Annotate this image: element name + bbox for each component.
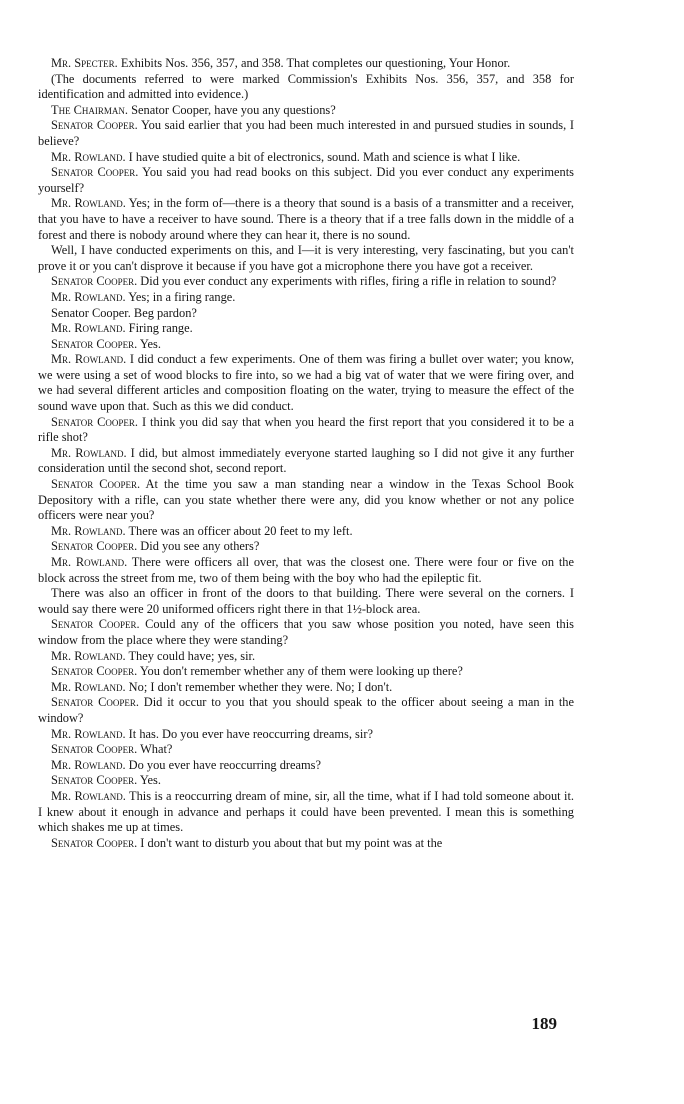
speaker-name: Senator Cooper. [51, 695, 139, 710]
paragraph-text: I did conduct a few experiments. One of them was firing a bullet over water; you know, we were using a set of wood blocks to fire into, so we had a big vat of water that we were firing over, and we had several different articles and composition floating on the water, trying to measure the effect of the sound wave upon that. Such as this we did conduct. [38, 352, 574, 414]
speaker-name: Mr. Rowland. [51, 788, 126, 803]
paragraph-text: There was also an officer in front of the doors to that building. There were several on the corners. I would say there were 20 uniformed officers right there in that 1½-block area. [38, 586, 574, 616]
paragraph-text: No; I don't remember whether they were. No; I don't. [125, 679, 393, 694]
testimony-paragraph [38, 337, 574, 353]
testimony-paragraph [38, 836, 574, 852]
paragraph-text: I don't want to disturb you about that but my point was at the [137, 835, 443, 850]
paragraph-text: You said you had read books on this subject. Did you ever conduct any experiments yourself? [38, 165, 574, 195]
speaker-name: Senator Cooper. [51, 336, 138, 351]
speaker-name: Mr. Rowland. [51, 555, 128, 569]
testimony-paragraph [38, 617, 574, 648]
paragraph-text: Senator Cooper, have you any questions? [128, 102, 336, 117]
speaker-name: Mr. Rowland. [51, 149, 126, 164]
paragraph-text: Could any of the officers that you saw whose position you noted, have seen this window from the place where they were standing? [38, 617, 574, 647]
paragraph-text: It has. Do you ever have reoccurring dreams, sir? [125, 726, 373, 741]
paragraph-text: You don't remember whether any of them were looking up there? [137, 664, 463, 679]
speaker-name: Senator Cooper. [51, 742, 138, 757]
testimony-paragraph [38, 742, 574, 758]
speaker-name: Senator Cooper. [51, 477, 141, 492]
speaker-name: Senator Cooper. [51, 835, 138, 850]
testimony-paragraph [38, 274, 574, 290]
testimony-paragraph [38, 680, 574, 696]
testimony-paragraph [38, 789, 574, 836]
speaker-name: Senator Cooper. [51, 617, 140, 632]
testimony-paragraph [38, 56, 574, 72]
testimony-paragraph [38, 72, 574, 103]
speaker-name: Mr. Rowland. [51, 196, 126, 211]
speaker-name: Mr. Rowland. [51, 445, 127, 460]
testimony-paragraph [38, 290, 574, 306]
paragraph-text: They could have; yes, sir. [125, 648, 256, 663]
speaker-name: The Chairman. [51, 102, 129, 117]
paragraph-text: Did you see any others? [137, 539, 260, 554]
paragraph-text: Senator Cooper. Beg pardon? [51, 305, 197, 320]
testimony-paragraph [38, 727, 574, 743]
testimony-text [38, 56, 574, 851]
paragraph-text: You said earlier that you had been much interested in and pursued studies in sounds, I believe? [38, 118, 574, 148]
testimony-paragraph [38, 103, 574, 119]
paragraph-text: Yes. [137, 336, 161, 351]
testimony-paragraph [38, 477, 574, 524]
testimony-paragraph [38, 649, 574, 665]
testimony-paragraph [38, 243, 574, 274]
paragraph-text: Firing range. [125, 321, 193, 336]
paragraph-text: Did it occur to you that you should speak to the officer about seeing a man in the window? [38, 695, 574, 725]
speaker-name: Senator Cooper. [51, 165, 139, 180]
testimony-paragraph [38, 524, 574, 540]
testimony-paragraph [38, 695, 574, 726]
paragraph-text: Do you ever have reoccurring dreams? [125, 757, 321, 772]
testimony-paragraph [38, 150, 574, 166]
paragraph-text: Yes; in the form of—there is a theory that sound is a basis of a transmitter and a receiver, that you have to have a receiver to have sound. There is a theory that if a tree falls down in the middle of a forest and there is nobody around where they can hear it, there is no sound. [38, 196, 574, 242]
paragraph-text: I think you did say that when you heard the first report that you considered it to be a rifle shot? [38, 414, 574, 445]
paragraph-text: I have studied quite a bit of electronics, sound. Math and science is what I like. [125, 149, 521, 164]
testimony-paragraph [38, 539, 574, 555]
speaker-name: Senator Cooper. [51, 118, 138, 133]
testimony-paragraph [38, 446, 574, 477]
speaker-name: Mr. Rowland. [51, 289, 126, 304]
paragraph-text: I did, but almost immediately everyone started laughing so I did not give it any further consideration until the second shot, second report. [38, 445, 574, 476]
speaker-name: Senator Cooper. [51, 414, 139, 429]
testimony-paragraph [38, 306, 574, 322]
paragraph-text: (The documents referred to were marked Commission's Exhibits Nos. 356, 357, and 358 for identification and admitted into evidence.) [38, 71, 574, 102]
speaker-name: Mr. Rowland. [51, 757, 126, 772]
speaker-name: Senator Cooper. [51, 664, 138, 679]
testimony-paragraph [38, 321, 574, 337]
speaker-name: Mr. Rowland. [51, 321, 126, 336]
testimony-paragraph [38, 118, 574, 149]
speaker-name: Mr. Rowland. [51, 679, 126, 694]
testimony-paragraph [38, 586, 574, 617]
testimony-paragraph [38, 664, 574, 680]
paragraph-text: What? [137, 742, 173, 757]
paragraph-text: Exhibits Nos. 356, 357, and 358. That completes our questioning, Your Honor. [117, 56, 511, 70]
speaker-name: Mr. Rowland. [51, 726, 126, 741]
paragraph-text: Yes. [137, 773, 161, 788]
testimony-paragraph [38, 196, 574, 243]
paragraph-text: Did you ever conduct any experiments with rifles, firing a rifle in relation to sound? [137, 274, 557, 289]
testimony-paragraph [38, 555, 574, 586]
paragraph-text: This is a reoccurring dream of mine, sir, all the time, what if I had told someone about it. I knew about it enough in advance and perhaps it could have been prevented. I mean this is something which shakes me up at times. [38, 788, 574, 835]
speaker-name: Mr. Rowland. [51, 352, 127, 367]
page-number: 189 [531, 1014, 557, 1033]
paragraph-text: There was an officer about 20 feet to my left. [125, 523, 353, 538]
testimony-paragraph [38, 352, 574, 414]
testimony-paragraph [38, 165, 574, 196]
speaker-name: Mr. Rowland. [51, 523, 126, 538]
testimony-paragraph [38, 773, 574, 789]
testimony-paragraph [38, 415, 574, 446]
paragraph-text: Well, I have conducted experiments on this, and I—it is very interesting, very fascinating, but you can't prove it or you can't disprove it because if you have got a microphone there you have got a receiver. [38, 243, 574, 273]
speaker-name: Senator Cooper. [51, 773, 138, 788]
speaker-name: Mr. Rowland. [51, 648, 126, 663]
speaker-name: Senator Cooper. [51, 539, 138, 554]
paragraph-text: There were officers all over, that was the closest one. There were four or five on the block across the street from me, two of them being with the boy who had the epileptic fit. [38, 555, 574, 585]
paragraph-text: Yes; in a firing range. [125, 289, 236, 304]
testimony-paragraph [38, 758, 574, 774]
paragraph-text: At the time you saw a man standing near a window in the Texas School Book Depository with a rifle, can you state whether there were any, did you know whether or not any police officers were near you? [38, 477, 575, 523]
speaker-name: Mr. Specter. [51, 56, 118, 70]
speaker-name: Senator Cooper. [51, 274, 138, 289]
